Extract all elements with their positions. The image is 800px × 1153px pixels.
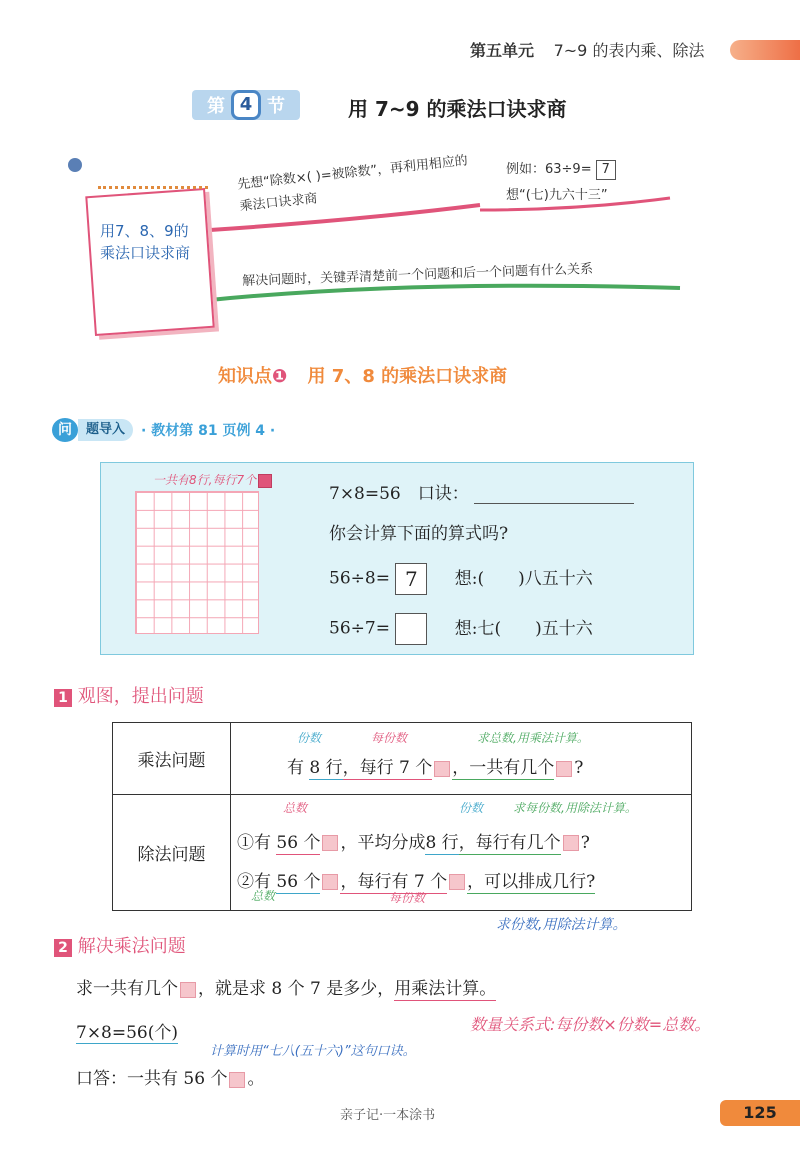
footer-text: 亲子记·一本涂书	[340, 1108, 436, 1123]
intro-badge-circle: 问	[52, 418, 78, 442]
pink-square-icon	[449, 874, 465, 890]
row2-q2-b: 56 个	[276, 871, 321, 892]
intro-badge	[52, 418, 275, 442]
section-prefix: 第	[207, 96, 225, 117]
example-line1-text: 7×8=56 口诀：	[329, 484, 469, 504]
note-spiral	[98, 186, 208, 196]
example-panel	[100, 462, 694, 655]
div1-left: 56÷8=	[329, 568, 390, 589]
row2-q1-f: ?	[580, 832, 590, 853]
page-number: 125	[720, 1100, 800, 1126]
row2-q2-d: ，可以排成几行?	[467, 871, 596, 892]
row2-note-each: 每份数	[389, 891, 426, 905]
section-badge	[192, 90, 300, 120]
part2-line1	[76, 974, 496, 999]
div1	[329, 563, 593, 595]
part1-title: 观图，提出问题	[77, 686, 204, 707]
part2-equation: 7×8=56(个)	[76, 1018, 178, 1044]
example-answer: 7	[596, 160, 616, 180]
knowledge-label: 知识点	[218, 366, 272, 387]
grid-hand-note	[153, 471, 274, 488]
row2-q2-a: ②有	[237, 871, 271, 892]
row1-content	[231, 723, 692, 795]
pink-square-icon	[258, 474, 272, 488]
branch-2-text: 解决问题时，关键弄清楚前一个问题和后一个问题有什么关系	[241, 261, 594, 290]
row2-label: 除法问题	[113, 795, 231, 911]
div2-think: 想:七( )五十六	[454, 618, 593, 639]
row2-note-total1: 总数	[283, 801, 308, 815]
table-row	[113, 795, 692, 911]
grid-hand-note-text: 一共有8行,每行7个	[153, 473, 257, 487]
pink-square-icon	[556, 761, 572, 777]
pink-square-icon	[322, 835, 338, 851]
header-stripe	[730, 40, 800, 60]
page-header	[470, 38, 704, 61]
div2	[329, 613, 593, 645]
row2-note-parts: 份数	[459, 801, 484, 815]
part2-heading	[54, 932, 186, 958]
note-text: 用7、8、9的乘法口诀求商	[100, 222, 191, 262]
part2-title: 解决乘法问题	[77, 936, 186, 957]
part2-num: 2	[54, 939, 72, 957]
row1-note2: 每份数	[371, 731, 408, 745]
pink-square-icon	[322, 874, 338, 890]
pink-square-icon	[180, 982, 196, 998]
knowledge-title	[218, 362, 507, 388]
mindmap	[60, 150, 740, 350]
section-title: 用 7~9 的乘法口诀求商	[348, 97, 567, 121]
section-suffix: 节	[267, 96, 285, 117]
example-line2: 你会计算下面的算式吗?	[329, 524, 509, 544]
div2-left: 56÷7=	[329, 618, 390, 639]
section-number: 4	[231, 90, 261, 120]
pink-square-icon	[563, 835, 579, 851]
pink-square-icon	[434, 761, 450, 777]
part2-line1-b: ，就是求 8 个 7 是多少，	[198, 979, 395, 999]
intro-ref: · 教材第 81 页例 4 ·	[141, 423, 276, 439]
div1-answer[interactable]: 7	[395, 563, 427, 595]
row2-content	[231, 795, 692, 911]
row1-c: ，每行 7 个	[342, 758, 433, 778]
row2-note-method2: 求份数,用除法计算。	[496, 917, 627, 933]
row1-e: ?	[574, 758, 584, 778]
intro-badge-text: 题导入	[78, 419, 133, 441]
row2-q1-c: ，平均分成	[340, 832, 426, 853]
part2-answer	[76, 1064, 264, 1089]
branch-1-text: 先想“除数×( )=被除数”，再利用相应的乘法口诀求商	[236, 153, 469, 215]
row1-a: 有	[287, 758, 304, 778]
row1-note3: 求总数,用乘法计算。	[477, 731, 589, 745]
row2-note-total2: 总数	[251, 889, 276, 903]
row2-q1-b: 56 个	[276, 832, 321, 853]
part2-answer-b: 。	[247, 1069, 265, 1089]
table-row	[113, 723, 692, 795]
knowledge-num: ❶	[272, 366, 288, 387]
div2-answer[interactable]	[395, 613, 427, 645]
row1-d: ，一共有几个	[452, 758, 555, 778]
part2-note-formula: 计算时用“七八(五十六)”这句口诀。	[210, 1044, 416, 1059]
question-table	[112, 722, 692, 911]
unit-label: 第五单元	[470, 41, 535, 60]
example-box	[506, 158, 616, 203]
row1-label: 乘法问题	[113, 723, 231, 795]
example-line2: 想“(七)九六十三”	[506, 188, 608, 203]
row2-q2	[237, 867, 691, 892]
row1-b: 8 行	[309, 758, 343, 778]
part1-heading	[54, 682, 204, 708]
part2-line1-c: 用乘法计算。	[394, 979, 497, 999]
row2-q1-a: ①有	[237, 832, 271, 853]
div1-think: 想:( )八五十六	[454, 568, 593, 589]
row2-q1-d: 8 行	[425, 832, 459, 853]
dot-grid	[135, 491, 259, 634]
pushpin-icon	[68, 158, 82, 172]
unit-topic: 7~9 的表内乘、除法	[553, 41, 705, 60]
example-line1: 例如：63÷9=	[506, 162, 592, 177]
part1-num: 1	[54, 689, 72, 707]
part2-answer-a: 口答：一共有 56 个	[76, 1069, 228, 1089]
knowledge-text: 用 7、8 的乘法口诀求商	[307, 366, 508, 387]
row1-note1: 份数	[297, 731, 322, 745]
example-line1	[329, 479, 634, 504]
pink-square-icon	[229, 1072, 245, 1088]
row2-q2-c: ，每行有 7 个	[340, 871, 448, 892]
part2-line1-a: 求一共有几个	[76, 979, 178, 999]
row2-q1	[237, 828, 691, 853]
koujue-blank[interactable]	[474, 503, 634, 504]
row2-q1-e: ，每行有几个	[458, 832, 561, 853]
part2-note-relation: 数量关系式:每份数×份数=总数。	[470, 1015, 711, 1034]
row2-note-method1: 求每份数,用除法计算。	[513, 801, 637, 815]
